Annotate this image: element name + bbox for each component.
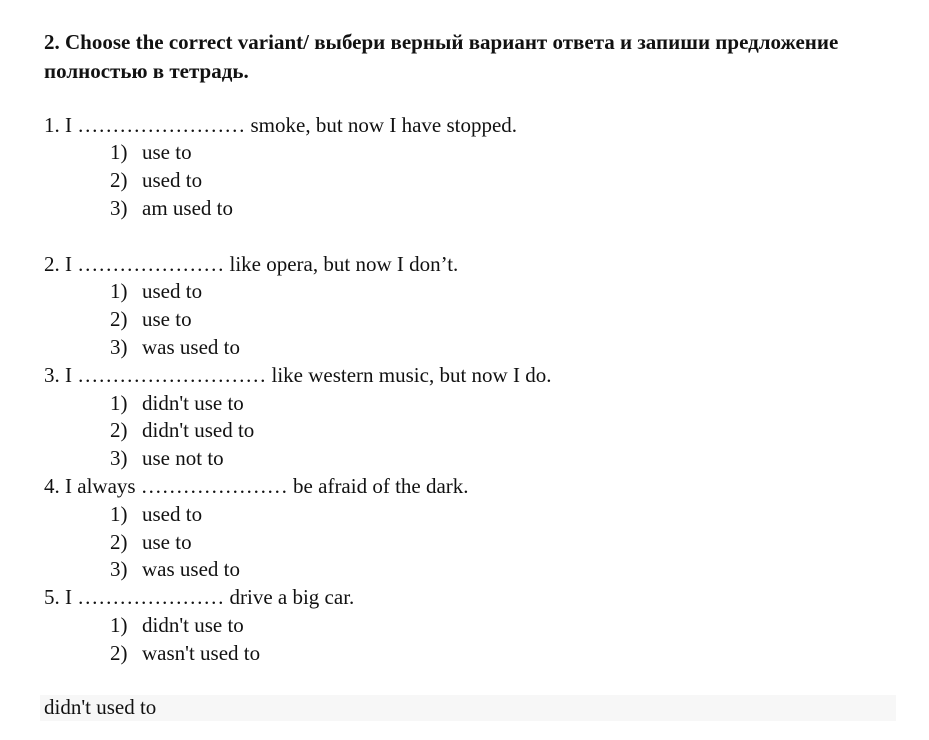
question-1: 1. I …………………… smoke, but now I have stopped.	[44, 113, 518, 137]
option-number: 1)	[110, 279, 128, 303]
option-5-1	[110, 611, 244, 639]
option-text: was used to	[142, 557, 240, 581]
option-text: use to	[142, 140, 192, 164]
option-4-1	[110, 500, 202, 528]
question-3: 3. I ……………………… like western music, but now I do.	[44, 363, 552, 387]
option-text: use not to	[142, 446, 224, 470]
option-number: 2)	[110, 418, 128, 442]
option-5-2	[110, 639, 260, 667]
option-1-2	[110, 166, 202, 194]
option-3-2	[110, 416, 254, 444]
option-text: used to	[142, 168, 203, 192]
option-number: 2)	[110, 641, 128, 665]
option-number: 3)	[110, 335, 128, 359]
question-2: 2. I ………………… like opera, but now I don’t.	[44, 252, 459, 276]
answer-area	[40, 695, 896, 721]
option-text: didn't use to	[142, 613, 244, 637]
option-number: 1)	[110, 391, 128, 415]
option-text: didn't used to	[142, 418, 255, 442]
option-text: was used to	[142, 335, 240, 359]
option-number: 2)	[110, 530, 128, 554]
option-number: 2)	[110, 168, 128, 192]
option-text: used to	[142, 279, 203, 303]
option-number: 1)	[110, 613, 128, 637]
option-1-3	[110, 194, 233, 222]
question-5: 5. I ………………… drive a big car.	[44, 585, 355, 609]
option-number: 2)	[110, 307, 128, 331]
option-text: use to	[142, 307, 192, 331]
option-text: am used to	[142, 196, 233, 220]
answer-text: didn't used to	[44, 695, 157, 719]
option-4-2	[110, 528, 192, 556]
option-3-1	[110, 389, 244, 417]
option-3-3	[110, 444, 224, 472]
option-4-3	[110, 555, 240, 583]
option-text: didn't use to	[142, 391, 244, 415]
option-number: 3)	[110, 196, 128, 220]
option-text: use to	[142, 530, 192, 554]
option-number: 3)	[110, 557, 128, 581]
task-title: 2. Choose the correct variant/ выбери верный вариант ответа и запиши предложение полностью в тетрадь.	[44, 30, 839, 83]
option-number: 1)	[110, 502, 128, 526]
option-2-3	[110, 333, 240, 361]
option-1-1	[110, 138, 192, 166]
option-2-1	[110, 277, 202, 305]
option-number: 3)	[110, 446, 128, 470]
option-text: used to	[142, 502, 203, 526]
option-2-2	[110, 305, 192, 333]
option-number: 1)	[110, 140, 128, 164]
option-text: wasn't used to	[142, 641, 261, 665]
question-4: 4. I always ………………… be afraid of the dark.	[44, 474, 469, 498]
